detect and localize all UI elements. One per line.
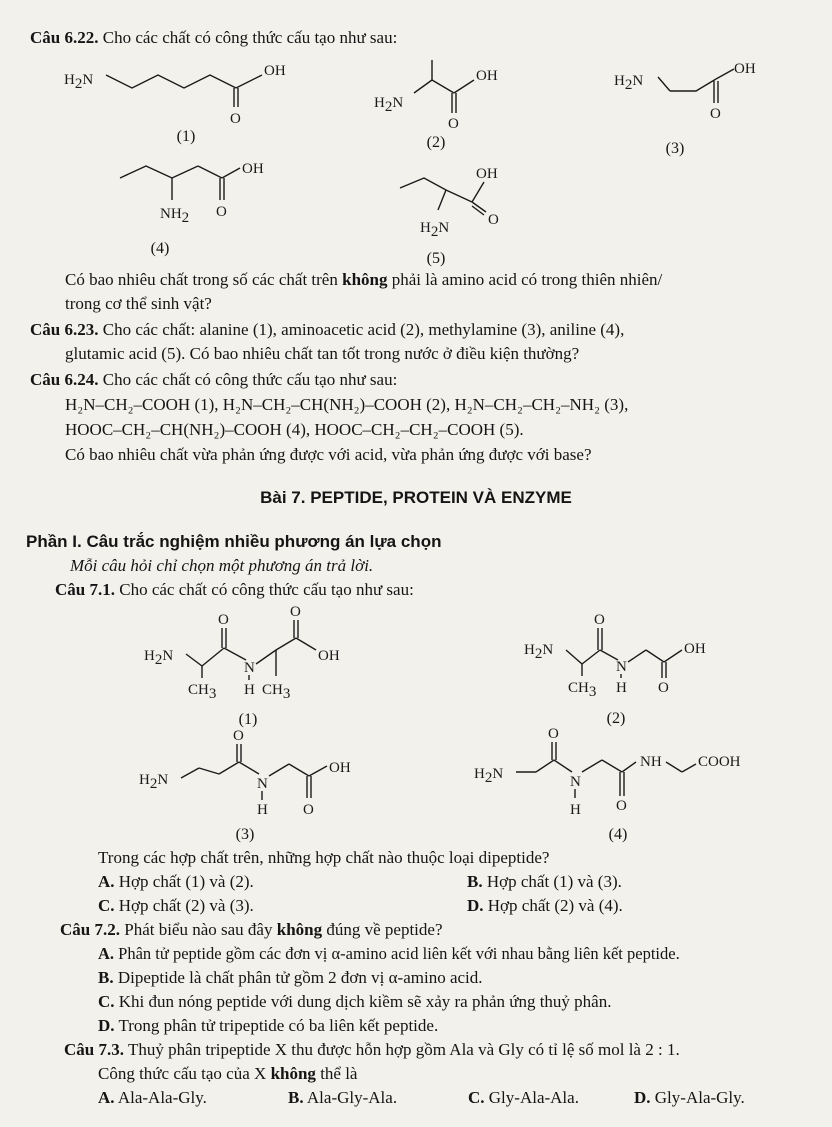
- structure-6-22-2: [370, 55, 530, 135]
- q623-line1: [30, 320, 624, 340]
- q623-line2: glutamic acid (5). Có bao nhiêu chất tan tốt trong nước ở điều kiện thường?: [65, 344, 580, 363]
- structure-7-1-3: [135, 730, 375, 830]
- q622-header: [30, 28, 397, 48]
- q624-intro: Cho các chất có công thức cấu tạo như sau:: [102, 370, 398, 389]
- q622-label-3: (3): [665, 140, 685, 157]
- q73-option-a-text: Ala-Ala-Gly.: [117, 1088, 207, 1107]
- svg-text:O: O: [616, 798, 627, 814]
- svg-text:H: H: [257, 802, 268, 818]
- q72-option-b[interactable]: [98, 968, 483, 988]
- q71-option-c[interactable]: [98, 896, 254, 916]
- q623-line1-text: Cho các chất: alanine (1), aminoacetic acid (2), methylamine (3), aniline (4),: [102, 320, 625, 339]
- svg-text:H2N: H2N: [524, 642, 554, 662]
- structure-6-22-5: [390, 158, 540, 238]
- svg-text:H2N: H2N: [614, 73, 644, 93]
- q73-option-d-key: D.: [634, 1088, 651, 1107]
- q72-number: Câu 7.2.: [60, 920, 120, 939]
- q71-option-b[interactable]: [467, 872, 622, 892]
- svg-text:H2N: H2N: [474, 766, 504, 786]
- q71-header: [55, 580, 414, 600]
- q622-question-bold: không: [342, 270, 388, 289]
- q71-option-d-key: D.: [467, 896, 484, 915]
- q72-question-part1: Phát biểu nào sau đây: [124, 920, 273, 939]
- q71-option-c-text: Hợp chất (2) và (3).: [118, 896, 254, 915]
- q73-option-a[interactable]: [98, 1088, 207, 1108]
- q73-line1-text: Thuỷ phân tripeptide X thu được hỗn hợp gồm Ala và Gly có tỉ lệ số mol là 2 : 1.: [127, 1040, 680, 1059]
- svg-text:OH: OH: [476, 166, 498, 182]
- q73-option-d[interactable]: [634, 1088, 745, 1108]
- part-title: Phần I. Câu trắc nghiệm nhiều phương án lựa chọn: [26, 532, 442, 551]
- q71-option-d[interactable]: [467, 896, 623, 916]
- q622-label-2: (2): [426, 134, 446, 151]
- q71-option-a-key: A.: [98, 872, 115, 891]
- q72-option-b-text: Dipeptide là chất phân tử gồm 2 đơn vị α-amino acid.: [117, 968, 483, 987]
- svg-text:OH: OH: [734, 61, 756, 77]
- q73-line2: [98, 1064, 357, 1084]
- q73-option-a-key: A.: [98, 1088, 115, 1107]
- svg-text:NH2: NH2: [160, 206, 190, 226]
- q624-formula-line2: HOOC–CH₂–CH(NH₂)–COOH (4), HOOC–CH₂–CH₂–COOH (5).: [65, 420, 524, 439]
- q71-number: Câu 7.1.: [55, 580, 115, 599]
- q71-label-3: (3): [235, 826, 255, 843]
- svg-text:H2N: H2N: [64, 72, 94, 92]
- svg-text:O: O: [658, 680, 669, 696]
- q72-option-d[interactable]: [98, 1016, 438, 1036]
- svg-text:O: O: [488, 212, 499, 228]
- q73-option-c[interactable]: [468, 1088, 579, 1108]
- q72-question-bold: không: [276, 920, 323, 939]
- q71-option-b-text: Hợp chất (1) và (3).: [486, 872, 622, 891]
- q73-option-b-key: B.: [288, 1088, 304, 1107]
- q72-option-a-text: Phân tử peptide gồm các đơn vị α-amino acid liên kết với nhau bằng liên kết peptide.: [118, 944, 680, 963]
- q71-label-4: (4): [608, 826, 628, 843]
- svg-text:O: O: [290, 604, 301, 620]
- svg-text:OH: OH: [318, 648, 340, 664]
- q72-option-a-key: A.: [98, 944, 115, 963]
- q71-intro: Cho các chất có công thức cấu tạo như sau:: [119, 580, 414, 599]
- q73-line1: [64, 1040, 680, 1060]
- q623-number: Câu 6.23.: [30, 320, 99, 339]
- q624-header: [30, 370, 397, 390]
- svg-text:H: H: [616, 680, 627, 696]
- part-instruction: Mỗi câu hỏi chỉ chọn một phương án trả lời.: [70, 556, 374, 575]
- svg-text:H2N: H2N: [420, 220, 450, 240]
- q73-line2-part2: thể là: [320, 1064, 358, 1083]
- q72-option-a[interactable]: [98, 944, 680, 964]
- svg-text:H2N: H2N: [139, 772, 169, 792]
- structure-7-1-2: [520, 610, 740, 710]
- svg-text:N: N: [244, 660, 255, 676]
- svg-text:N: N: [570, 774, 581, 790]
- svg-text:O: O: [448, 116, 459, 132]
- q622-question-part2: phải là amino acid có trong thiên nhiên/: [391, 270, 663, 289]
- q73-option-c-text: Gly-Ala-Ala.: [488, 1088, 579, 1107]
- q71-question: Trong các hợp chất trên, những hợp chất nào thuộc loại dipeptide?: [98, 848, 550, 867]
- q72-header: [60, 920, 443, 940]
- section-title: Bài 7. PEPTIDE, PROTEIN VÀ ENZYME: [260, 488, 572, 507]
- svg-text:CH3: CH3: [262, 682, 291, 702]
- q624-question: Có bao nhiêu chất vừa phản ứng được với acid, vừa phản ứng được với base?: [65, 445, 592, 464]
- svg-text:OH: OH: [476, 68, 498, 84]
- q72-option-d-key: D.: [98, 1016, 115, 1035]
- svg-text:O: O: [216, 204, 227, 220]
- svg-text:OH: OH: [329, 760, 351, 776]
- q622-number: Câu 6.22.: [30, 28, 99, 47]
- svg-text:O: O: [218, 612, 229, 628]
- q71-label-1: (1): [238, 711, 258, 728]
- svg-text:H2N: H2N: [374, 95, 404, 115]
- q71-option-a-text: Hợp chất (1) và (2).: [118, 872, 254, 891]
- q624-formula-line1: H₂N–CH₂–COOH (1), H₂N–CH₂–CH(NH₂)–COOH (2), H₂N–CH₂–CH₂–NH₂ (3),: [65, 395, 629, 414]
- svg-text:O: O: [303, 802, 314, 818]
- q622-question-part1: Có bao nhiêu chất trong số các chất trên: [65, 270, 338, 289]
- q72-option-c-key: C.: [98, 992, 115, 1011]
- structure-6-22-1: [60, 55, 300, 130]
- q72-option-b-key: B.: [98, 968, 114, 987]
- svg-text:O: O: [230, 111, 241, 127]
- svg-text:H: H: [244, 682, 255, 698]
- q72-option-c[interactable]: [98, 992, 611, 1012]
- svg-text:OH: OH: [264, 63, 286, 79]
- svg-text:OH: OH: [242, 161, 264, 177]
- q73-option-b-text: Ala-Gly-Ala.: [306, 1088, 398, 1107]
- q622-label-5: (5): [426, 250, 446, 267]
- structure-7-1-1: [140, 604, 380, 710]
- svg-text:COOH: COOH: [698, 754, 741, 770]
- q624-number: Câu 6.24.: [30, 370, 99, 389]
- q73-option-d-text: Gly-Ala-Gly.: [654, 1088, 745, 1107]
- structure-6-22-3: [610, 55, 770, 130]
- q622-label-1: (1): [176, 128, 196, 145]
- q622-label-4: (4): [150, 240, 170, 257]
- q73-option-c-key: C.: [468, 1088, 485, 1107]
- q73-line2-bold: không: [270, 1064, 316, 1083]
- svg-text:CH3: CH3: [568, 680, 597, 700]
- structure-6-22-4: [110, 158, 290, 238]
- q622-question: [65, 270, 662, 290]
- q72-option-d-text: Trong phân tử tripeptide có ba liên kết peptide.: [118, 1016, 439, 1035]
- svg-text:OH: OH: [684, 641, 706, 657]
- q72-question-part2: đúng về peptide?: [326, 920, 443, 939]
- svg-text:NH: NH: [640, 754, 662, 770]
- svg-text:H: H: [570, 802, 581, 818]
- q71-option-c-key: C.: [98, 896, 115, 915]
- q622-question-line2: trong cơ thể sinh vật?: [65, 294, 212, 313]
- svg-text:N: N: [616, 659, 627, 675]
- structure-7-1-4: [470, 726, 770, 830]
- q71-option-d-text: Hợp chất (2) và (4).: [487, 896, 623, 915]
- svg-text:H2N: H2N: [144, 648, 174, 668]
- q622-intro: Cho các chất có công thức cấu tạo như sau:: [102, 28, 398, 47]
- q71-option-a[interactable]: [98, 872, 254, 892]
- svg-text:CH3: CH3: [188, 682, 217, 702]
- q71-label-2: (2): [606, 710, 626, 727]
- svg-text:N: N: [257, 776, 268, 792]
- svg-text:O: O: [233, 728, 244, 744]
- q73-number: Câu 7.3.: [64, 1040, 124, 1059]
- q71-option-b-key: B.: [467, 872, 483, 891]
- q73-option-b[interactable]: [288, 1088, 397, 1108]
- q73-line2-part1: Công thức cấu tạo của X: [98, 1064, 267, 1083]
- q72-option-c-text: Khi đun nóng peptide với dung dịch kiềm sẽ xảy ra phản ứng thuỷ phân.: [118, 992, 612, 1011]
- svg-text:O: O: [548, 726, 559, 742]
- svg-text:O: O: [594, 612, 605, 628]
- svg-text:O: O: [710, 106, 721, 122]
